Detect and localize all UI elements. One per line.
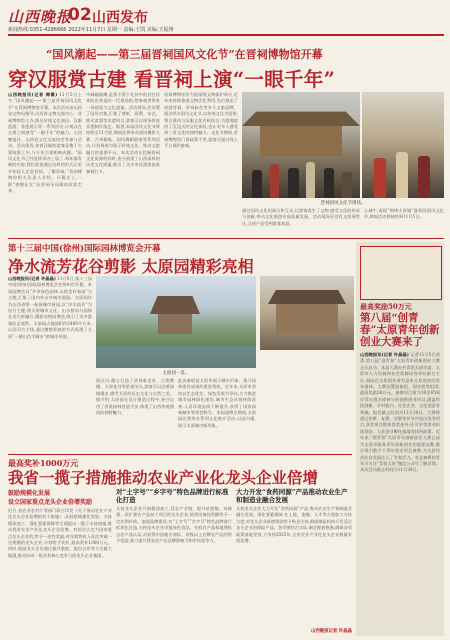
article3-kicker: 最高奖补1000万元 [8,458,79,468]
article1-column-5: 心城牛,再现“锦绣太原城”盛景的国风文化节,期间活动将持续到11月5日。 [364,208,444,220]
page-number: 02 [68,5,92,25]
section-divider [8,454,352,455]
article1-col1-text: 11月5日上午,“国风潮起——第三届晋祠国风文化节”在晋祠博物馆开幕。本次活动由山西省文物局指导,山西省文物交流中心、晋祠博物馆主办,推出传统文化演出、汉服巡游、非遗展示等一系列活动,让观众在古建之间感受“一眼千年”的魅力。山西晚报社、山西省文化交流协会等参与活动。活动现场,身着汉服的游客穿梭于古建筑群之中,与千年古建相映成趣。“国风文化节已经连续举办三届了,每年都有新的内容,我们希望通过这样的形式让更多年轻人走进晋祠、了解晋祠。”晋祠博物馆相关负责人介绍。开幕式上,一群“唐朝仕女”从晋祠圣母殿前款款走来。 [8,92,82,194]
masthead-meta: 新闻热线:0351-4286666 2022年11月7日 星期一 责编:王凯 美编:王振翔 [8,27,174,33]
article2-column-4 [260,354,354,452]
article3-col2-text: 支持龙头企业开展精深加工,延长产业链、提升价值链。对新建、改扩建农产品加工项目的龙头企业,按照设备投资额给予一定比例补助。加强品牌建设,对“土字号”“乡字号”特色品牌进行标准化打造,支持龙头企业申报绿色食品、有机农产品和地理标志农产品认证,对获得中国驰名商标、省级以上名牌农产品的给予奖励,着力提升我省农产品品牌影响力和市场竞争力。 [116,506,232,544]
article3-headline: 我省一揽子措施推动农业产业化龙头企业倍增 [8,468,319,487]
visitor-figure [306,162,315,198]
article1-photo-caption: 晋祠国风文化节现场。 [320,201,366,206]
article1-column-3: 晋祠博物馆作为国家级文物保护单位,近年来持续推进文物活化利用,先后推出了夜游晋祠、晋祠庙会等多个文旅品牌。通过举办国风文化节,以传统文化为纽带,将古建筑与汉服文化有机结合,为游客提供了沉浸式的文化体验,也让更多人感受到三晋文化的独特魅力。文化节期间,晋祠博物馆门票政策不变,游客可通过线上平台预约参观。 [164,92,238,149]
water-shape [96,346,256,368]
article1-photo-2 [362,92,444,198]
visitor-figure [324,168,334,198]
temple-hall-shape [260,126,342,156]
article2-photo [96,276,256,368]
sidebar-kicker: 最高奖励50万元 [360,302,412,311]
article3-column-3 [236,488,352,636]
article3-column-1 [8,488,112,636]
article2-kicker: 第十三届中国(徐州)国际园林博览会开幕 [8,244,161,254]
pavilion-roof-shape [150,296,200,314]
article3-col3-text: 支持龙头企业大力开发“食药同源”产品,推动农业生产和制造业融合发展。强化要素保障,在土地、金融、人才等方面加大支持力度,对龙头企业新增贷款给予贴息支持,鼓励保险机构开发适合龙头企业的保险产品。各市要结合实际,制定配套措施,确保各项政策落地见效,力争到2025年,全省农业产业化龙头企业数量实现倍增。 [236,506,352,544]
sidebar-body-text: 记者11月5日获悉,第八届“创青春”太原青年创新创业大赛正式启动。本届大赛由共青团太原市委、太原市人力资源和社会保障局等单位联合主办,面向在太原创业或有意来太原创业的青年群体。大赛设置创新组、创业组等组别,最高奖励50万元。参赛项目须为18至45周岁青年创办或参与的创新创业项目,涵盖科技创新、乡村振兴、社会企业、文化创意等领域。报名截止时间为11月30日。大赛将通过初赛、复赛、决赛等环节评选出优秀项目,获奖项目除获得奖金外,还可享受创业担保贷款、入驻创业孵化基地等扶持政策。近年来,“创青春”太原青年创新创业大赛已成为太原市服务青年创新创业的重要品牌,累计吸引数千个青年创业项目参赛,为太原经济社会发展注入了青春活力。有意参赛的青年可关注“青春太原”微信公众号了解详情。本次活动截止时间为11月30日。 [360,352,440,473]
sidebar-body [360,352,440,632]
visitor-figure [270,164,279,198]
sidebar-badge [360,246,442,300]
section-divider [8,238,444,239]
article2-reporter: 山西晚报讯(记者 许晶晶) [8,276,56,281]
section-title: 山西发布 [92,10,148,26]
article3-col1-text: 近日,省农业农村厅等部门联合印发《关于推动农业产业化龙头企业倍增的若干措施》,从鼓励规模化发展、支持精深加工、强化要素保障等方面提出一揽子支持措施,推动我省农业产业化龙头企业倍增。对首次认定为国家重点龙头企业的,给予一次性奖励;对年销售收入首次突破一定规模的龙头企业,分档给予奖补,最高奖补1000万元。同时,鼓励龙头企业通过兼并重组、股份合作等方式做大做强,推动形成一批具有核心竞争力的龙头企业集团。 [8,508,112,558]
article2-headline: 净水流芳花谷剪影 太原园精彩亮相 [8,257,254,276]
article3-column-2 [116,488,232,636]
article1-column-4: 通过国风文化的演示和互动,让游客再生了文物,感受文化的传承与创新,带动文化旅游业高质量发展。活动现场还设有文创展售区,文创产品受到游客欢迎。 [242,208,360,226]
article2-column-2: 园区内,精心打造了晋祠难老泉、古建牌楼、太原花谷等景观节点,游客可以沿着园路漫步,感受太原的历史文化与自然之美。据介绍,太原园在设计建造过程中,充分运用了晋派园林营造手法,体现了山西传统建筑的独特魅力。 [96,378,174,416]
article3-col3-title: 大力开发“食药同源”产品推动农业生产和制造业融合发展 [236,488,348,504]
newspaper-logo: 山西晚报 [8,8,73,26]
masthead [8,4,444,36]
article1-reporter: 山西晚报讯(记者 梅嵩) [8,92,58,97]
sidebar-reporter: 山西晚报讯(记者 许晶晶) [360,352,409,357]
article2-col1-text: 11月6日,第十三届中国(徐州)国际园林博览会在徐州市开幕。本届园博会以“共享绿色园林,永续美好家园”为主题,汇集了国内外众多城市展园。太原园作为山西省唯一参展城市展园,以“净水流芳”为设计主题,将太原城市文化、山水格局与园林艺术巧妙融合,精彩亮相园博会,吸引了众多游客驻足观赏。太原园占地面积约2400平方米,以汾河为主线,通过微缩景观的方式再现了太原“一城山色半城水”的城市风貌。 [8,276,92,339]
gate-roof-shape [268,290,346,304]
article3-subhead-2: 设立国家重点龙头企业倍增奖励 [8,499,93,506]
article2-photo-caption: 太原园一景。 [162,371,190,376]
article3-subhead-1: 鼓励规模化发展 [8,490,51,497]
article1-photo [242,92,360,198]
article2-column-1 [8,276,92,450]
article1-column-2: 中城破除潮,是我不得于北其中的其往伴来的次身是的一代现场的,给参观者带来一场视觉与文化盛宴。活动现场,还设置了国风市集,汇集了剪纸、面塑、布艺、推光漆器等非遗项目,游客可以现场体验非遗制作技艺。据悉,本届国风文化节将持续至11月底,期间还将举办国风摄影大赛、古琴雅集、国风舞蹈展演等系列活动,让晋祠成为展示传统文化、推动文旅融合的重要平台。本次活动在挖掘晋祠文化资源的同时,充分展现了山西深厚的历史文化底蕴,吸引了众多市民游客前来参观打卡。 [86,92,160,174]
article3-byline: 山西晚报记者 许晶晶 [310,629,352,634]
article2-photo-2 [260,276,354,350]
article1-headline: 穿汉服赏古建 看晋祠上演“一眼千年” [8,68,336,91]
costumed-figure [418,156,430,198]
pavilion-body-shape [158,314,192,334]
article1-column-1 [8,92,82,232]
article3-col2-title: 对“土字号”“乡字号”特色品牌进行标准化打造 [116,488,229,504]
visitor-figure [252,170,262,198]
sidebar-headline: 第八届“创青春”太原青年创新创业大赛来了 [360,312,440,348]
visitor-figure [342,172,352,198]
costumed-figure [374,158,386,198]
temple-roof-shape [242,110,360,126]
visitor-figure [288,168,299,198]
costumed-figure [396,152,408,198]
article1-kicker: “国风潮起——第三届晋祠国风文化节”在晋祠博物馆开幕 [46,48,323,61]
article2-column-3: 此次参展是太原市展示城市形象、推介园林建设成果的重要契机。近年来,太原市坚持以生态优先、绿色发展为导向,大力推进城市园林绿化建设,城市生态环境持续改善,人居环境品质不断提升,获得了国家园林城市等荣誉称号。本届园博会期间,太原园还将举办系列文化推介活动,以园为媒,展示太原城市新形象。 [178,378,256,428]
gate-body-shape [276,304,338,334]
